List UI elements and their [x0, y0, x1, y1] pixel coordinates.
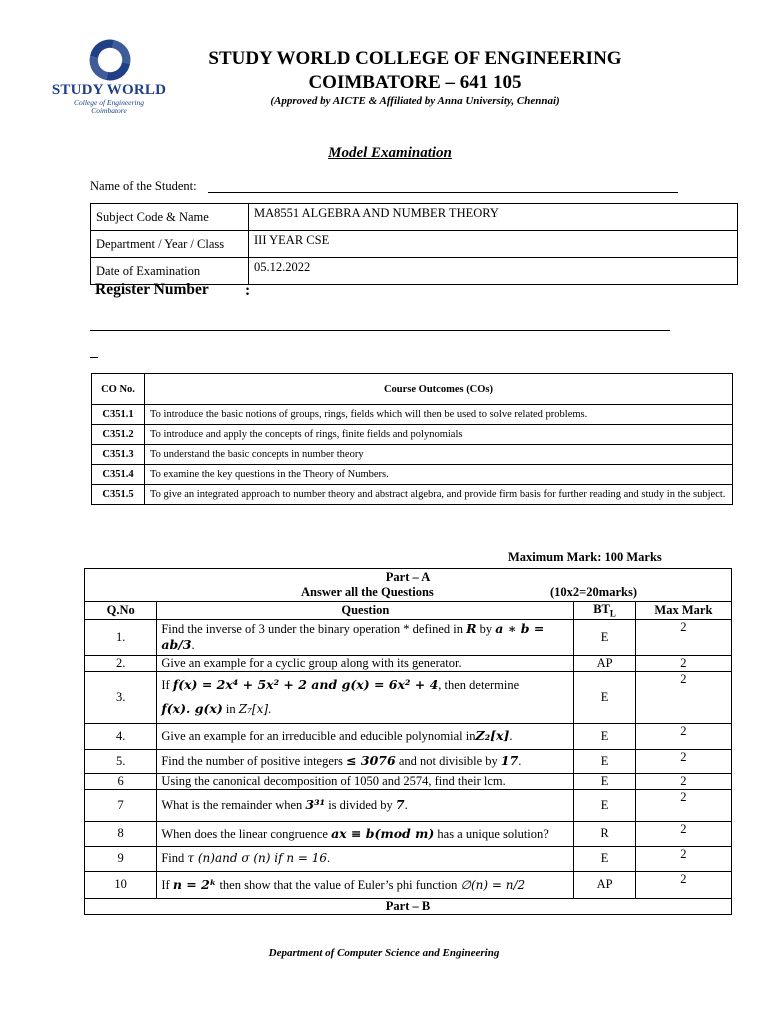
approval-note: (Approved by AICTE & Affiliated by Anna University, Chennai)	[270, 95, 560, 107]
bt-level: AP	[574, 655, 636, 671]
student-name-label: Name of the Student:	[90, 179, 197, 193]
max-mark: 2	[635, 846, 731, 871]
max-mark: 2	[635, 749, 731, 773]
co-code: C351.2	[92, 425, 145, 445]
logo-subtitle-line: Coimbatore	[91, 106, 127, 115]
max-mark: 2	[635, 671, 731, 723]
question-text-part: Find	[161, 851, 188, 865]
math-expression: 7	[395, 797, 405, 812]
course-outcomes-table	[91, 373, 733, 505]
question-text-part: by	[476, 622, 496, 636]
co-number-header: CO No.	[92, 374, 145, 405]
max-mark-header: Max Mark	[635, 602, 731, 620]
table-row	[85, 655, 732, 671]
part-b-header: Part – B	[85, 898, 732, 914]
max-mark: 2	[635, 789, 731, 821]
part-a-instruction: Answer all the Questions	[301, 585, 434, 599]
question-text	[157, 671, 574, 723]
part-a-title: Part – A	[385, 570, 431, 584]
info-label: Department / Year / Class	[91, 231, 249, 258]
table-header-row	[85, 602, 732, 620]
question-text	[157, 749, 574, 773]
math-expression: Z₇[x]	[238, 702, 269, 716]
co-text: To understand the basic concepts in number theory	[145, 445, 733, 465]
question-text-part: .	[191, 638, 195, 652]
question-text-part: , then determine	[438, 678, 520, 692]
course-outcomes-header: Course Outcomes (COs)	[145, 374, 733, 405]
co-code: C351.5	[92, 485, 145, 505]
info-value: MA8551 ALGEBRA AND NUMBER THEORY	[249, 204, 738, 231]
college-name: STUDY WORLD COLLEGE OF ENGINEERING	[208, 48, 622, 69]
bt-level: E	[574, 846, 636, 871]
question-number: 2.	[85, 655, 157, 671]
math-expression: 3³¹	[305, 797, 326, 812]
btl-header-text: BT	[593, 602, 610, 616]
exam-info-table	[90, 203, 738, 285]
math-expression: f(x). g(x)	[161, 701, 223, 716]
college-city: COIMBATORE – 641 105	[308, 72, 522, 93]
max-mark: 2	[635, 871, 731, 898]
co-text: To introduce the basic notions of groups, rings, fields which will then be used to solve related problems.	[145, 405, 733, 425]
question-text	[157, 723, 574, 749]
table-row	[85, 749, 732, 773]
question-text-part: then show that the value of Euler’s phi function	[216, 877, 461, 892]
question-text-part: .	[404, 798, 408, 812]
question-text	[157, 619, 574, 655]
question-text: Using the canonical decomposition of 1050 and 2574, find their lcm.	[157, 773, 574, 789]
bt-level: E	[574, 749, 636, 773]
math-expression: ≤ 3076	[346, 753, 396, 768]
info-label: Date of Examination	[91, 258, 249, 285]
part-a-marks-note: (10x2=20marks)	[550, 585, 637, 599]
info-value: 05.12.2022	[249, 258, 738, 285]
math-expression: τ (n)and σ (n) if n = 16	[187, 851, 328, 865]
question-number: 6	[85, 773, 157, 789]
part-a-header	[85, 569, 732, 602]
question-number: 1.	[85, 619, 157, 655]
logo-text-block	[48, 82, 170, 115]
max-mark: 2	[635, 723, 731, 749]
question-number: 3.	[85, 671, 157, 723]
co-code: C351.3	[92, 445, 145, 465]
question-text-part: and not divisible by	[395, 754, 501, 768]
max-mark: 2	[635, 821, 731, 846]
bt-level: E	[574, 671, 636, 723]
co-text: To introduce and apply the concepts of rings, finite fields and polynomials	[145, 425, 733, 445]
max-mark: 2	[635, 619, 731, 655]
question-text: Give an example for a cyclic group along with its generator.	[157, 655, 574, 671]
table-row	[92, 465, 733, 485]
question-text-part: Find the inverse of 3 under the binary operation * defined in	[161, 622, 467, 636]
bt-level: E	[574, 789, 636, 821]
co-text: To give an integrated approach to number theory and abstract algebra, and provide firm basis for further reading and study in the subject.	[145, 485, 733, 505]
co-code: C351.1	[92, 405, 145, 425]
math-expression: f(x) = 2x⁴ + 5x² + 2 and g(x) = 6x² + 4	[172, 677, 439, 692]
max-mark: 2	[635, 655, 731, 671]
table-row	[92, 425, 733, 445]
table-row	[91, 204, 738, 231]
table-row	[85, 773, 732, 789]
question-text-part: When does the linear congruence	[161, 826, 332, 841]
question-text-part: in	[222, 702, 239, 716]
table-row	[85, 821, 732, 846]
math-expression: ∅(n) = n/2	[460, 877, 526, 892]
bt-level: R	[574, 821, 636, 846]
register-number-label: Register Number	[95, 281, 209, 298]
logo-name: STUDY WORLD	[51, 82, 167, 98]
logo-emblem-icon	[48, 36, 172, 86]
question-text-part: Give an example for an irreducible and educible polynomial in	[161, 729, 476, 743]
math-expression: 17	[500, 753, 519, 768]
question-text-part: is divided by	[325, 798, 396, 812]
math-expression: Z₂[x]	[475, 728, 510, 743]
question-number: 8	[85, 821, 157, 846]
btl-header-sub: L	[609, 608, 616, 619]
register-number-blank[interactable]	[90, 330, 670, 331]
question-text-part: .	[327, 851, 331, 865]
table-row	[92, 405, 733, 425]
math-expression: R	[466, 621, 477, 636]
table-row	[85, 619, 732, 655]
co-text: To examine the key questions in the Theory of Numbers.	[145, 465, 733, 485]
table-row	[85, 671, 732, 723]
logo-subtitle	[48, 99, 170, 115]
question-number: 5.	[85, 749, 157, 773]
logo-subtitle-line: College of Engineering	[74, 98, 144, 107]
table-row	[85, 871, 732, 898]
info-value: III YEAR CSE	[249, 231, 738, 258]
question-text-part: .	[268, 702, 272, 716]
math-expression: a ∗ b = ab/3	[161, 621, 545, 652]
table-row	[85, 723, 732, 749]
question-text-part: If	[161, 678, 173, 692]
bt-level: E	[574, 773, 636, 789]
table-row	[91, 231, 738, 258]
question-text-part: has a unique solution?	[434, 826, 549, 841]
question-number: 10	[85, 871, 157, 898]
question-number: 7	[85, 789, 157, 821]
math-expression: ax ≡ b(mod m)	[331, 825, 435, 841]
bt-level: AP	[574, 871, 636, 898]
bt-level: E	[574, 619, 636, 655]
table-header-row	[92, 374, 733, 405]
question-text-part: What is the remainder when	[161, 798, 306, 812]
max-mark: 2	[635, 773, 731, 789]
question-text-part: .	[518, 754, 522, 768]
question-text-part: Find the number of positive integers	[161, 754, 347, 768]
page-footer: Department of Computer Science and Engineering	[268, 947, 500, 959]
table-row	[92, 485, 733, 505]
table-row	[92, 445, 733, 465]
register-number-colon: :	[245, 282, 251, 299]
part-a-header-row	[85, 569, 732, 602]
question-text	[157, 821, 574, 846]
bt-level: E	[574, 723, 636, 749]
table-row	[85, 846, 732, 871]
question-number: 9	[85, 846, 157, 871]
math-expression: n = 2ᵏ	[172, 876, 217, 892]
table-row	[85, 789, 732, 821]
question-text	[157, 846, 574, 871]
qno-header: Q.No	[85, 602, 157, 620]
questions-table	[84, 568, 732, 915]
co-code: C351.4	[92, 465, 145, 485]
part-a-instruction-line	[85, 585, 731, 600]
student-name-blank[interactable]	[208, 192, 678, 193]
question-header: Question	[157, 602, 574, 620]
question-text	[157, 789, 574, 821]
question-text-part: If	[161, 877, 173, 892]
register-number-dash	[90, 357, 98, 358]
question-text-part: .	[509, 729, 513, 743]
info-label: Subject Code & Name	[91, 204, 249, 231]
btl-header	[574, 602, 636, 620]
part-b-header-row	[85, 898, 732, 914]
question-text	[157, 871, 574, 898]
question-number: 4.	[85, 723, 157, 749]
exam-title: Model Examination	[328, 145, 452, 161]
maximum-mark: Maximum Mark: 100 Marks	[508, 550, 662, 564]
